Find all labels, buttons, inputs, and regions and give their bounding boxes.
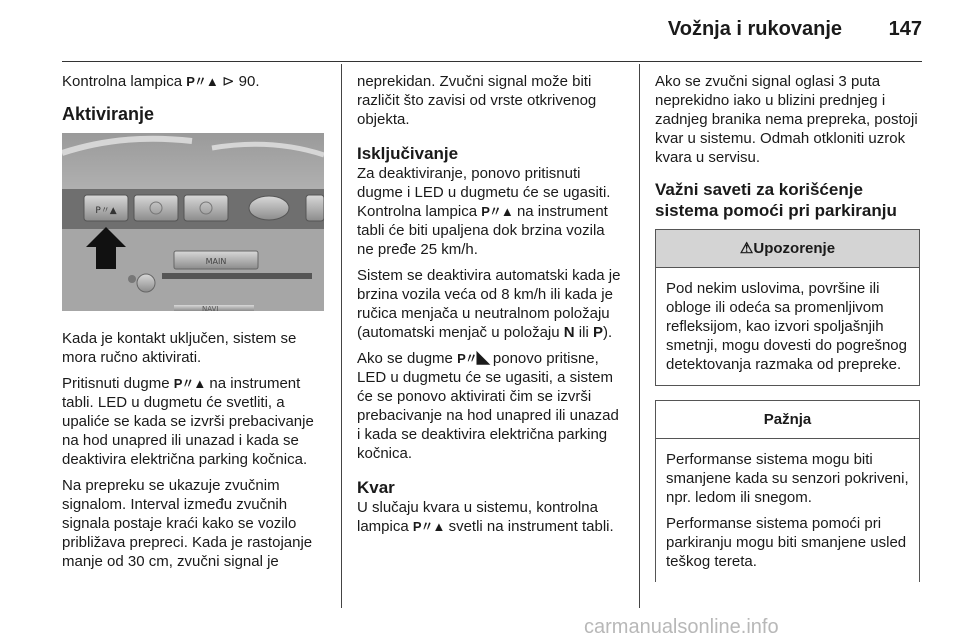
dashboard-photo [62,133,324,311]
column-1 [62,72,324,578]
button-label: MAIN [205,257,227,266]
warning-icon: ⚠ [739,240,754,257]
paragraph: neprekidan. Zvučni signal može biti različit što zavisi od vrste otkrivenog objekta. [357,73,597,128]
warning-body [656,268,919,385]
header-rule [62,61,922,62]
notice-body [656,439,919,582]
parking-assist-icon: P〃▲ [412,519,445,534]
notice-text: Performanse sistema pomoći pri parkiranju mogu biti smanjene usled teškog tereta. [666,515,907,570]
column-2 [357,72,625,543]
parking-assist-icon: P〃▲ [173,376,206,391]
paragraph: Pritisnuti dugme P〃▲ na instrument tabli. LED u dugmetu će svetliti, a upaliće se kada se izvrši prebacivanje na hod unapred ili unazad i kada se deaktivira električna parking kočnica. [62,375,314,468]
warning-title: Upozorenje [753,240,836,257]
parking-assist-icon: P〃▲ [481,204,513,219]
button-label: P〃▲ [95,206,117,216]
paragraph: Na prepreku se ukazuje zvučnim signalom. Interval između zvučnih signala postaje kraći kako se vozilo približava prepreci. Kada je rastojanje manje od 30 cm, zvučni signal je [62,477,313,570]
column-divider [639,64,640,608]
watermark: carmanualsonline.info [584,616,779,638]
notice-title: Pažnja [763,411,812,428]
warning-box [655,229,920,386]
intro-paragraph: Kontrolna lampica P〃▲ ⊳ 90. [62,73,260,90]
paragraph: Ako se zvučni signal oglasi 3 puta neprekidno iako u blizini prednjeg i zadnjeg branika nema prepreka, postoji kvar u sistemu. Odmah otkloniti uzrok kvara u servisu. [655,73,918,166]
paragraph: Kontrolna lampica P〃▲ na instrument tabli će biti upaljena dok brzina vozila ne pređe 25 km/h. [357,203,608,258]
notice-box [655,400,920,582]
parking-assist-icon: P〃◣ [457,351,489,366]
paragraph: U slučaju kvara u sistemu, kontrolna lampica P〃▲ svetli na instrument tabli. [357,499,614,535]
paragraph: Sistem se deaktivira automatski kada je brzina vozila veća od 8 km/h ili kada je ručica menjača u neutralnom položaju (automatski menjač u položaju N ili P). [357,267,621,341]
section-heading-tips: Važni saveti za korišćenje sistema pomoći pri parkiranju [655,180,897,220]
paragraph: Za deaktiviranje, ponovo pritisnuti dugme i LED u dugmetu će se ugasiti. [357,165,611,201]
column-3 [655,72,920,582]
section-heading-deactivation: Isključivanje [357,144,459,163]
notice-text: Performanse sistema mogu biti smanjene kada su senzori pokriveni, npr. ledom ili snegom. [666,451,909,506]
paragraph: Ako se dugme P〃◣ ponovo pritisne, LED u dugmetu će se ugasiti, a sistem će se ponovo aktivirati čim se izvrši prebacivanje na hod unapred ili unazad i kada se deaktivira električna parking kočnica. [357,350,619,462]
page-header [0,0,960,62]
warning-text: Pod nekim uslovima, površine ili obloge ili odeća sa promenljivom refleksijom, kao izvori spoljašnjih smetnji, mogu dovesti do pogrešnog detektovanja razmaka od prepreke. [666,280,907,373]
notice-header [656,401,919,439]
warning-header [656,230,919,268]
parking-assist-icon: P〃▲ [186,74,218,89]
paragraph: Kada je kontakt uključen, sistem se mora ručno aktivirati. [62,330,297,366]
button-label: NAVI [202,305,219,311]
section-heading-activation: Aktiviranje [62,104,155,124]
column-divider [341,64,342,608]
section-heading-fault: Kvar [357,478,395,497]
header-title: Vožnja i rukovanje [667,18,842,40]
page-number: 147 [888,18,922,40]
